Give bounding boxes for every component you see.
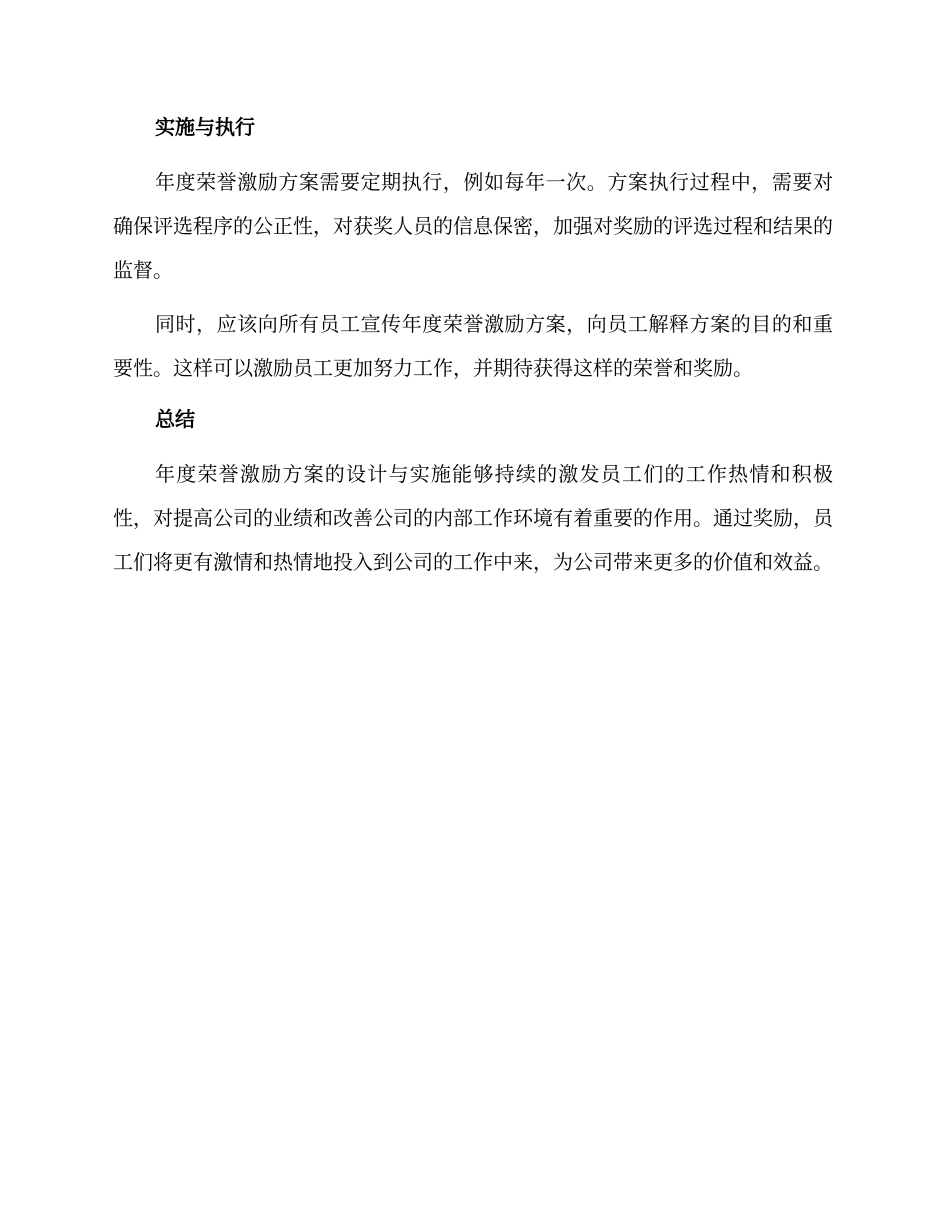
paragraph-summary-1: 年度荣誉激励方案的设计与实施能够持续的激发员工们的工作热情和积极性，对提高公司的业绩和改善公司的内部工作环境有着重要的作用。通过奖励，员工们将更有激情和热情地投入到公司的工作中来，为公司带来更多的价值和效益。	[113, 462, 833, 574]
document-body	[113, 112, 833, 594]
section-heading-implementation: 实施与执行	[155, 115, 255, 139]
paragraph-implementation-1: 年度荣誉激励方案需要定期执行，例如每年一次。方案执行过程中，需要对确保评选程序的公正性，对获奖人员的信息保密，加强对奖励的评选过程和结果的监督。	[113, 170, 833, 282]
paragraph-implementation-2: 同时，应该向所有员工宣传年度荣誉激励方案，向员工解释方案的目的和重要性。这样可以激励员工更加努力工作，并期待获得这样的荣誉和奖励。	[113, 312, 833, 380]
section-heading-summary: 总结	[155, 407, 195, 431]
